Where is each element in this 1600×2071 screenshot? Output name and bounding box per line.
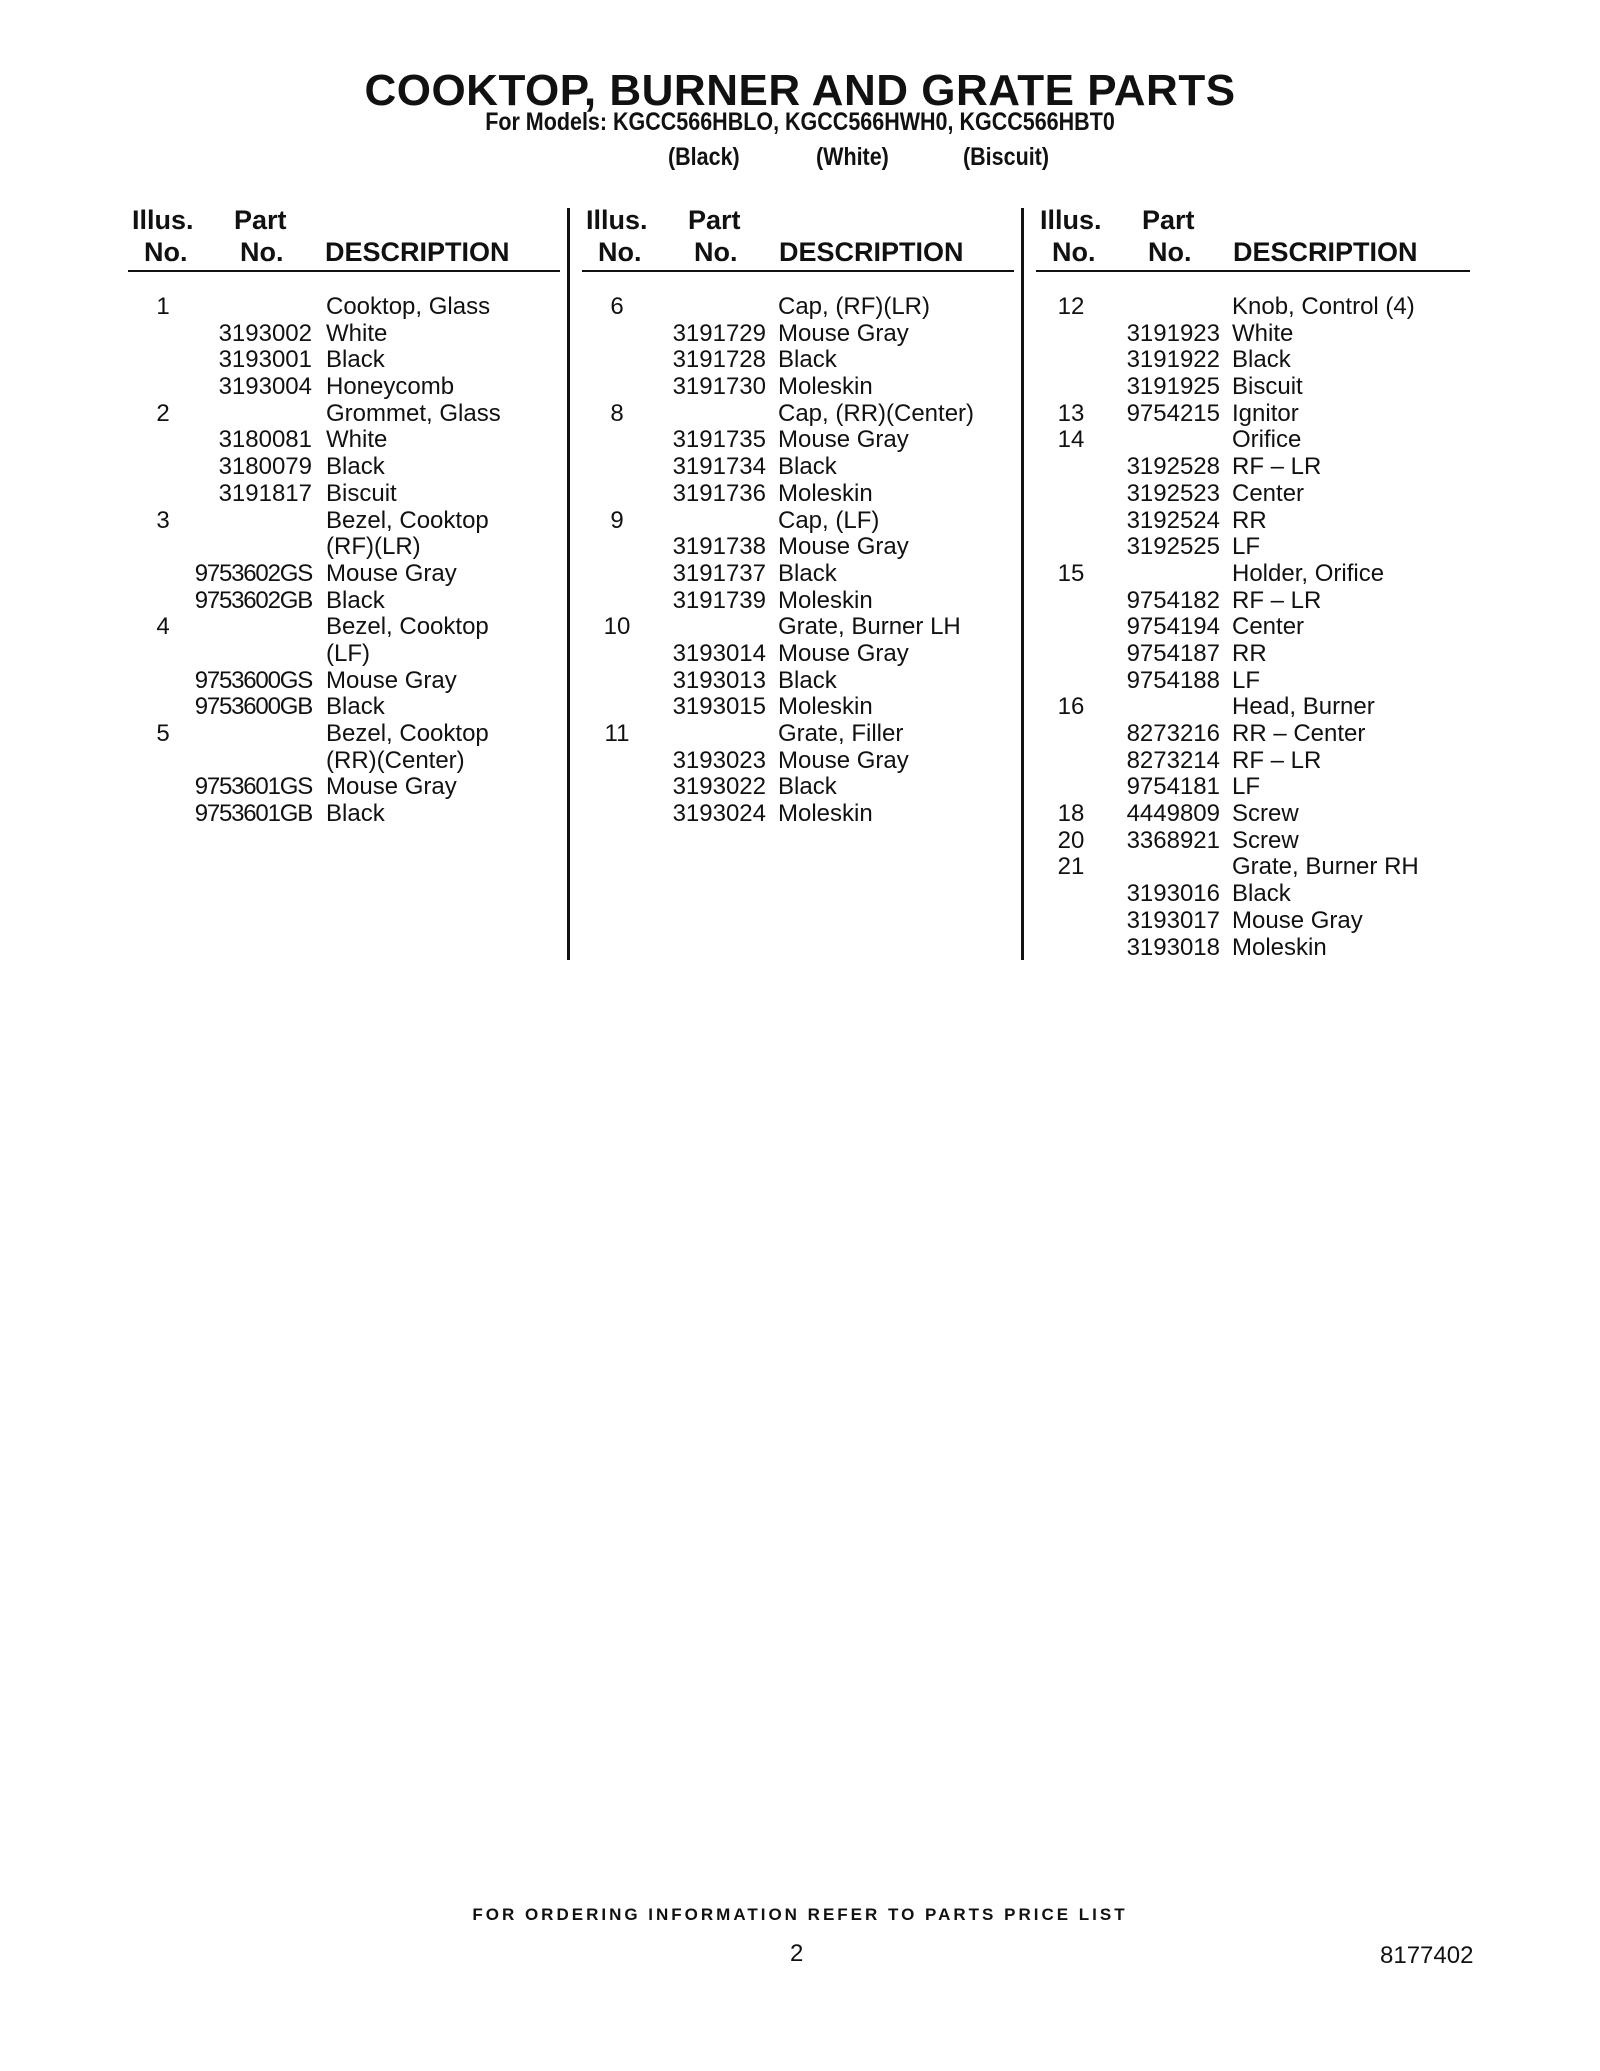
- part-number: 9754188: [1126, 666, 1220, 694]
- part-number: 3191735: [672, 426, 766, 454]
- part-number: 3193022: [672, 773, 766, 801]
- part-description: Orifice: [1232, 426, 1302, 454]
- part-description: Bezel, Cooktop: [326, 720, 489, 747]
- part-number: 9753602GB: [194, 586, 312, 614]
- part-description: Mouse Gray: [778, 639, 909, 667]
- color-label-biscuit: (Biscuit): [963, 143, 1049, 171]
- header-part-no: No.: [1148, 237, 1192, 267]
- part-description: Grate, Filler: [778, 720, 904, 747]
- part-number: 3191738: [672, 533, 766, 561]
- illus-number: 21: [1057, 853, 1085, 881]
- illus-number: 5: [156, 720, 170, 747]
- part-number: 9753600GS: [194, 666, 312, 694]
- header-part: Part: [234, 205, 287, 235]
- part-description: Mouse Gray: [778, 426, 909, 454]
- part-number: 3191736: [672, 479, 766, 507]
- part-description: Black: [326, 346, 385, 374]
- part-description: Mouse Gray: [1232, 906, 1363, 934]
- header-description: DESCRIPTION: [325, 237, 510, 267]
- part-description: Mouse Gray: [326, 773, 457, 801]
- part-description: Cooktop, Glass: [326, 293, 491, 320]
- part-description: Head, Burner: [1232, 693, 1375, 721]
- part-description: Holder, Orifice: [1232, 559, 1385, 587]
- part-description: Bezel, Cooktop: [326, 613, 489, 641]
- parts-column-2: [582, 205, 1018, 965]
- part-description: LF: [1232, 666, 1261, 694]
- header-illus-no: No.: [144, 237, 188, 267]
- part-number: 3192524: [1126, 506, 1220, 534]
- part-description: LF: [1232, 533, 1261, 561]
- part-description: (LF): [326, 639, 370, 667]
- part-description: RF – LR: [1232, 453, 1322, 481]
- illus-number: 20: [1057, 826, 1085, 854]
- part-number: 3191922: [1126, 346, 1220, 374]
- part-description: RR – Center: [1232, 720, 1366, 747]
- part-description: Grate, Burner LH: [778, 613, 961, 641]
- color-label-black: (Black): [668, 143, 740, 171]
- header-illus: Illus.: [1040, 205, 1102, 235]
- part-description: RR: [1232, 506, 1267, 534]
- column-divider: [1021, 208, 1024, 960]
- part-description: Black: [778, 559, 837, 587]
- illus-number: 15: [1057, 559, 1085, 587]
- part-description: (RF)(LR): [326, 533, 421, 561]
- header-part: Part: [688, 205, 741, 235]
- column-divider: [567, 208, 570, 960]
- part-description: Mouse Gray: [326, 666, 457, 694]
- part-description: Grate, Burner RH: [1232, 853, 1419, 881]
- part-number: 3193018: [1126, 933, 1220, 961]
- part-description: Cap, (RR)(Center): [778, 399, 975, 427]
- parts-column-3: [1036, 205, 1476, 965]
- header-rule: [582, 270, 1014, 272]
- illus-number: 1: [156, 293, 170, 320]
- part-description: Mouse Gray: [778, 533, 909, 561]
- header-illus-no: No.: [598, 237, 642, 267]
- part-number: 9754181: [1126, 773, 1220, 801]
- part-number: 3192523: [1126, 479, 1220, 507]
- part-number: 3193015: [672, 693, 766, 721]
- part-number: 3191729: [672, 319, 766, 347]
- document-number: 8177402: [1380, 1942, 1474, 1969]
- part-description: Center: [1232, 479, 1305, 507]
- part-description: Black: [1232, 880, 1291, 908]
- part-number: 3191730: [672, 373, 766, 401]
- part-description: Black: [326, 693, 385, 721]
- header-rule: [128, 270, 560, 272]
- illus-number: 14: [1057, 426, 1085, 454]
- part-description: Grommet, Glass: [326, 399, 501, 427]
- part-number: 4449809: [1126, 800, 1220, 828]
- part-number: 3193023: [672, 746, 766, 774]
- parts-column-1: [128, 205, 558, 965]
- part-description: Mouse Gray: [326, 559, 457, 587]
- illus-number: 11: [604, 720, 630, 747]
- part-description: Black: [778, 346, 837, 374]
- part-number: 3192528: [1126, 453, 1220, 481]
- part-description: Black: [326, 453, 385, 481]
- part-description: Biscuit: [1232, 373, 1303, 401]
- part-description: Moleskin: [778, 479, 873, 507]
- part-description: Biscuit: [326, 479, 397, 507]
- part-description: (RR)(Center): [326, 746, 465, 774]
- illus-number: 6: [610, 293, 624, 320]
- part-description: Moleskin: [778, 373, 873, 401]
- header-rule: [1036, 270, 1470, 272]
- part-number: 3180079: [218, 453, 312, 481]
- illus-number: 10: [603, 613, 631, 641]
- part-number: 9754187: [1126, 639, 1220, 667]
- illus-number: 13: [1057, 399, 1085, 427]
- part-description: Black: [778, 773, 837, 801]
- part-description: Screw: [1232, 800, 1299, 828]
- illus-number: 12: [1057, 293, 1085, 320]
- part-number: 3191739: [672, 586, 766, 614]
- page-number: 2: [790, 1940, 804, 1967]
- header-part-no: No.: [694, 237, 738, 267]
- part-number: 9753600GB: [194, 693, 312, 721]
- header-illus: Illus.: [132, 205, 194, 235]
- part-description: Mouse Gray: [778, 319, 909, 347]
- part-description: RR: [1232, 639, 1267, 667]
- part-description: Center: [1232, 613, 1305, 641]
- illus-number: 8: [610, 399, 624, 427]
- part-description: LF: [1232, 773, 1261, 801]
- part-number: 3191737: [672, 559, 766, 587]
- part-description: RF – LR: [1232, 746, 1322, 774]
- header-part-no: No.: [240, 237, 284, 267]
- part-description: White: [326, 426, 388, 454]
- part-number: 3192525: [1126, 533, 1220, 561]
- part-description: Cap, (RF)(LR): [778, 293, 931, 320]
- part-number: 9753602GS: [194, 559, 312, 587]
- part-description: Moleskin: [778, 800, 873, 828]
- part-number: 3193001: [218, 346, 312, 374]
- part-description: Cap, (LF): [778, 506, 880, 534]
- part-number: 3193016: [1126, 880, 1220, 908]
- part-number: 3191734: [672, 453, 766, 481]
- part-description: Black: [778, 453, 837, 481]
- part-description: Black: [326, 800, 385, 828]
- part-number: 9754182: [1126, 586, 1220, 614]
- part-number: 3191925: [1126, 373, 1220, 401]
- part-description: Black: [1232, 346, 1291, 374]
- part-number: 9753601GS: [194, 773, 312, 801]
- part-number: 3191817: [218, 479, 312, 507]
- part-number: 3193017: [1126, 906, 1220, 934]
- part-description: Moleskin: [1232, 933, 1327, 961]
- models-line: For Models: KGCC566HBLO, KGCC566HWH0, KGCC566HBT0: [485, 108, 1115, 136]
- header-illus-no: No.: [1052, 237, 1096, 267]
- part-number: 3193014: [672, 639, 766, 667]
- ordering-note: FOR ORDERING INFORMATION REFER TO PARTS PRICE LIST: [472, 1905, 1128, 1924]
- part-number: 9754194: [1126, 613, 1220, 641]
- illus-number: 3: [156, 506, 170, 534]
- part-description: Screw: [1232, 826, 1299, 854]
- illus-number: 9: [610, 506, 624, 534]
- color-label-white: (White): [816, 143, 889, 171]
- part-description: Mouse Gray: [778, 746, 909, 774]
- header-illus: Illus.: [586, 205, 648, 235]
- part-description: Moleskin: [778, 693, 873, 721]
- part-number: 3191728: [672, 346, 766, 374]
- part-number: 8273214: [1126, 746, 1220, 774]
- part-description: Bezel, Cooktop: [326, 506, 489, 534]
- header-description: DESCRIPTION: [1233, 237, 1418, 267]
- part-description: Black: [778, 666, 837, 694]
- illus-number: 18: [1057, 800, 1085, 828]
- part-number: 3180081: [218, 426, 312, 454]
- part-number: 9753601GB: [194, 800, 312, 828]
- part-number: 8273216: [1126, 720, 1220, 747]
- header-description: DESCRIPTION: [779, 237, 964, 267]
- part-description: Moleskin: [778, 586, 873, 614]
- part-description: RF – LR: [1232, 586, 1322, 614]
- page-title: COOKTOP, BURNER AND GRATE PARTS: [364, 66, 1236, 115]
- part-description: White: [1232, 319, 1294, 347]
- part-description: Ignitor: [1232, 399, 1299, 427]
- illus-number: 16: [1057, 693, 1085, 721]
- part-number: 3193004: [218, 373, 312, 401]
- illus-number: 2: [156, 399, 170, 427]
- illus-number: 4: [156, 613, 170, 641]
- part-number: 3191923: [1126, 319, 1220, 347]
- part-number: 9754215: [1126, 399, 1220, 427]
- part-description: Black: [326, 586, 385, 614]
- part-number: 3193013: [672, 666, 766, 694]
- part-description: Knob, Control (4): [1232, 293, 1415, 320]
- part-number: 3193002: [218, 319, 312, 347]
- part-number: 3368921: [1126, 826, 1220, 854]
- header-part: Part: [1142, 205, 1195, 235]
- part-description: Honeycomb: [326, 373, 455, 401]
- part-number: 3193024: [672, 800, 766, 828]
- part-description: White: [326, 319, 388, 347]
